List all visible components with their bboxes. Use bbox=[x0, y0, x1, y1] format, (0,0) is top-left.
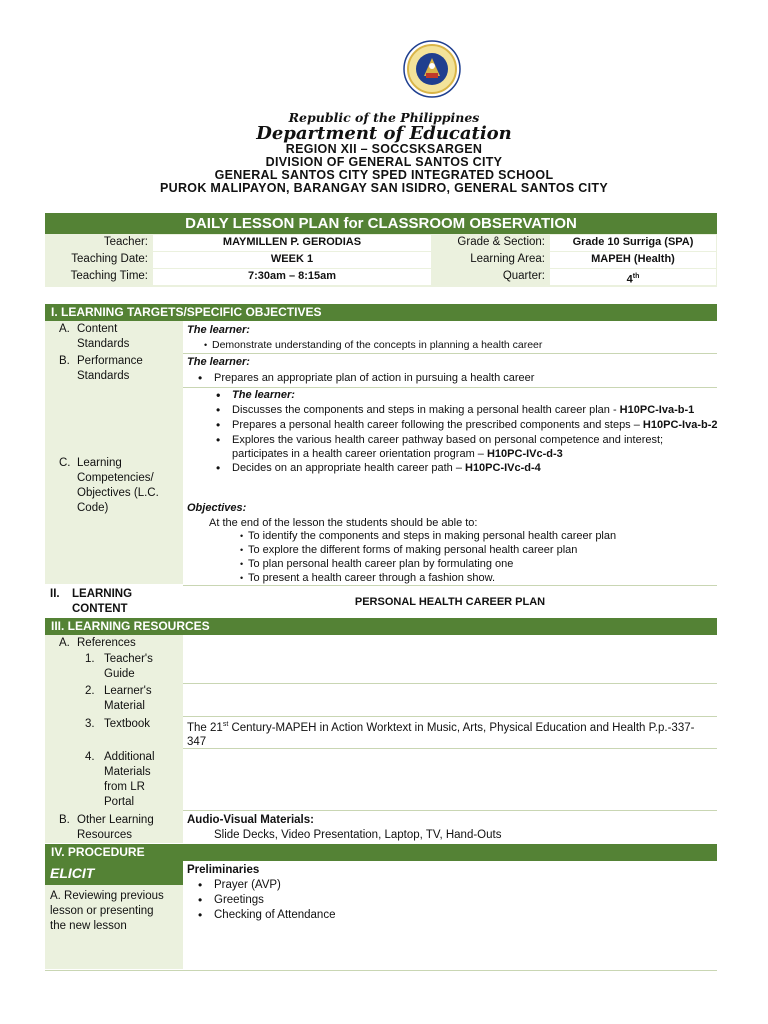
elicit-label: ELICIT bbox=[45, 861, 183, 885]
list-item: • Prayer (AVP) bbox=[214, 878, 335, 893]
lesson-plan-title: DAILY LESSON PLAN for CLASSROOM OBSERVATION bbox=[45, 213, 717, 234]
objectives-list bbox=[248, 529, 708, 585]
other-resources-label: Other Learning Resources bbox=[77, 814, 154, 841]
grade-label: Grade & Section: bbox=[457, 236, 545, 248]
objectives-intro: At the end of the lesson the students should be able to: bbox=[209, 517, 478, 529]
list-item: • Demonstrate understanding of the concepts in planning a health career bbox=[212, 338, 712, 352]
reviewing-lesson-label: A. Reviewing previous lesson or presenting the new lesson bbox=[50, 890, 164, 932]
list-item: • Decides on an appropriate health career path – H10PC-IVc-d-4 bbox=[232, 461, 722, 475]
section-4-header: IV. PROCEDURE bbox=[45, 844, 717, 861]
learning-content-value: PERSONAL HEALTH CAREER PLAN bbox=[354, 596, 546, 608]
learners-material-label: Learner's Material bbox=[104, 685, 152, 712]
list-item: • Prepares an appropriate plan of action in pursuing a health career bbox=[214, 371, 714, 385]
date-value: WEEK 1 bbox=[270, 253, 314, 265]
lesson-plan-page: Republic of the Philippines Department of Education REGION XII – SOCCSKSARGEN DIVISION OF GENERAL SANTOS CITY GENERAL SANTOS CITY SPED INTEGRATED SCHOOL PUROK MALIPAYON, BARANGAY SAN ISIDRO, GENERAL SANTOS CITY DAILY LESSON PLAN for CLASSROOM OBSERVATION Teacher: Teaching Date: Teaching Time: MAYMILLEN P. GERODIAS WEEK 1 7:30am – 8:15am Grade & Section: Learning Area: Quarter: Grade 10 Surriga (SPA) MAPEH (Health) 4th I. LEARNING TARGETS/SPECIFIC OBJECTIVES A. Content Standards The learner: • Demonstrate understanding of the concepts in planning a health career B. Performance Standards The learner: • Prepares an appropriate plan of action in pursuing a health career C. Learning Competencies/ Objectives (L.C. Code) • The learner: • Discusses the components and steps in making a personal health career plan - H10PC-Iva-b-1 • Prepares a personal health career following the prescribed components and steps – H10PC-Iva-b-2 • Explores the various health career pathway based on personal competence and interest; participates in a health career orientation program – H10PC-IVc-d-3 • Decides on an appropriate health career path – H10PC-IVc-d-4 Objectives: At the end of the lesson the students should be able to: • To identify the components and steps in making personal health career plan • To explore the different forms of making personal health career plan • To plan personal health career plan by formulating one • To present a health career through a fashion show. II. LEARNING CONTENT PERSONAL HEALTH CAREER PLAN III. LEARNING RESOURCES A. References 1. Teacher's Guide 2. Learner's Material 3. Textbook The 21st Century-MAPEH in Action Worktext in Music, Arts, Physical Education and Health P.p.-337-347 4. Additional Materials from LR Portal B. Other Learning Resources Audio-Visual Materials: Slide Decks, Video Presentation, Laptop, TV, Hand-Outs IV. PROCEDURE ELICIT A. Reviewing previous lesson or presenting the new lesson Preliminaries • Prayer (AVP) • Greetings • Checking of Attendance bbox=[0, 0, 768, 1024]
time-label: Teaching Time: bbox=[70, 270, 148, 282]
school-line: GENERAL SANTOS CITY SPED INTEGRATED SCHOOL bbox=[214, 168, 554, 182]
list-item: • To present a health career through a fashion show. bbox=[248, 571, 708, 585]
competencies-lead: • The learner: bbox=[232, 388, 722, 402]
content-standards-list bbox=[212, 338, 712, 352]
objectives-label: Objectives: bbox=[187, 502, 247, 514]
audio-visual-heading: Audio-Visual Materials: bbox=[187, 814, 314, 826]
address-line: PUROK MALIPAYON, BARANGAY SAN ISIDRO, GENERAL SANTOS CITY bbox=[160, 181, 608, 195]
list-item: • To explore the different forms of making personal health career plan bbox=[248, 543, 708, 557]
republic-heading: Republic of the Philippines bbox=[288, 110, 480, 125]
department-heading: Department of Education bbox=[256, 123, 512, 144]
teacher-value: MAYMILLEN P. GERODIAS bbox=[222, 236, 362, 248]
content-standards-lead: The learner: bbox=[187, 324, 250, 336]
quarter-value: 4th bbox=[626, 273, 640, 286]
area-value: MAPEH (Health) bbox=[591, 253, 675, 265]
section-3-header: III. LEARNING RESOURCES bbox=[45, 618, 717, 635]
performance-standards-label: Performance Standards bbox=[77, 355, 143, 382]
list-item: • Prepares a personal health career following the prescribed components and steps – H10PC-Iva-b-2 bbox=[232, 418, 722, 432]
competencies-label: Learning Competencies/ Objectives (L.C. Code) bbox=[77, 457, 159, 514]
area-label: Learning Area: bbox=[470, 253, 545, 265]
quarter-label: Quarter: bbox=[502, 270, 545, 282]
preliminaries-list bbox=[214, 878, 335, 923]
list-item: • Explores the various health career pathway based on personal competence and interest; participates in a health career orientation program – H10PC-IVc-d-3 bbox=[232, 433, 722, 461]
section-2-number: II. bbox=[50, 588, 60, 600]
region-line: REGION XII – SOCCSKSARGEN bbox=[285, 142, 483, 156]
list-item: • To plan personal health career plan by formulating one bbox=[248, 557, 708, 571]
division-line: DIVISION OF GENERAL SANTOS CITY bbox=[265, 155, 503, 169]
textbook-label: Textbook bbox=[104, 718, 151, 730]
grade-value: Grade 10 Surriga (SPA) bbox=[572, 236, 694, 248]
content-standards-label: Content Standards bbox=[77, 323, 130, 350]
teachers-guide-label: Teacher's Guide bbox=[104, 653, 153, 680]
section-1-header: I. LEARNING TARGETS/SPECIFIC OBJECTIVES bbox=[45, 304, 717, 321]
performance-standards-lead: The learner: bbox=[187, 356, 250, 368]
section-2-label-line1: LEARNING bbox=[72, 588, 133, 600]
preliminaries-heading: Preliminaries bbox=[187, 864, 260, 876]
date-label: Teaching Date: bbox=[71, 253, 148, 265]
performance-standards-list bbox=[214, 371, 714, 385]
section-2-label-line2: CONTENT bbox=[72, 603, 128, 615]
textbook-value: The 21st Century-MAPEH in Action Worktext in Music, Arts, Physical Education and Health P.p.-337-347 bbox=[187, 721, 695, 748]
list-item: • Greetings bbox=[214, 893, 335, 908]
references-label: References bbox=[77, 637, 136, 649]
teacher-label: Teacher: bbox=[103, 236, 148, 248]
competencies-list bbox=[232, 388, 722, 475]
time-value: 7:30am – 8:15am bbox=[247, 270, 337, 282]
list-item: • Checking of Attendance bbox=[214, 908, 335, 923]
audio-visual-value: Slide Decks, Video Presentation, Laptop, TV, Hand-Outs bbox=[214, 829, 502, 841]
list-item: • Discusses the components and steps in making a personal health career plan - H10PC-Iva-b-1 bbox=[232, 403, 722, 417]
additional-materials-label: Additional Materials from LR Portal bbox=[104, 751, 155, 808]
list-item: • To identify the components and steps in making personal health career plan bbox=[248, 529, 708, 543]
deped-seal-icon bbox=[392, 40, 472, 98]
